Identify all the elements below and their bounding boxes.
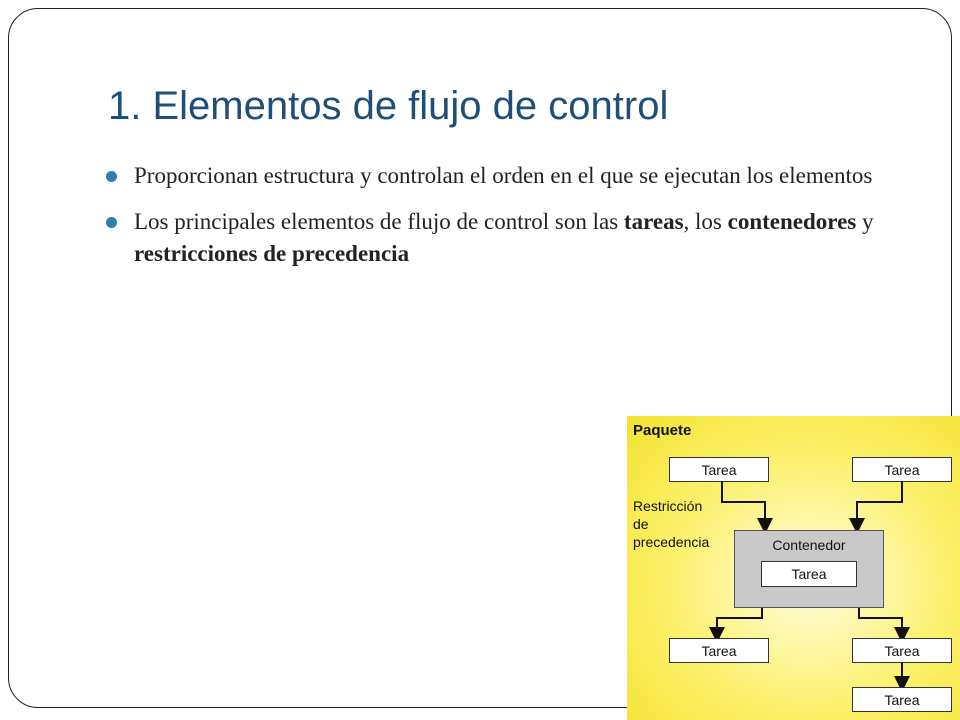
container-box — [734, 530, 884, 608]
bullet-list — [104, 160, 884, 284]
task-box-bottom-last: Tarea — [852, 687, 952, 712]
package-diagram — [627, 416, 960, 720]
bullet-text-1: Proporcionan estructura y controlan el orden en el que se ejecutan los elementos — [134, 163, 873, 188]
bullet-text-2a: Los principales elementos de flujo de control son las — [134, 209, 624, 234]
bullet-term-contenedores: contenedores — [727, 209, 857, 234]
task-box-inner: Tarea — [761, 561, 857, 587]
arrow-bottom-left — [717, 608, 762, 635]
arrow-top-right — [857, 482, 902, 526]
task-box-top-left: Tarea — [669, 457, 769, 482]
bullet-dot-icon — [106, 217, 117, 228]
bullet-term-tareas: tareas — [623, 209, 684, 234]
precedence-constraint-label: Restricción de precedencia — [633, 498, 710, 550]
task-box-bottom-left: Tarea — [669, 638, 769, 663]
slide-title: 1. Elementos de flujo de control — [108, 84, 669, 128]
package-title: Paquete — [633, 422, 692, 439]
bullet-dot-icon — [106, 171, 117, 182]
task-box-top-right: Tarea — [852, 457, 952, 482]
bullet-term-restricciones: restricciones de precedencia — [134, 241, 410, 266]
bullet-text-2c: y — [856, 209, 874, 234]
bullet-text-2b: , los — [683, 209, 728, 234]
container-label: Contenedor — [772, 537, 846, 553]
arrow-bottom-right — [859, 608, 902, 635]
bullet-item-1 — [104, 160, 884, 192]
task-box-bottom-right: Tarea — [852, 638, 952, 663]
bullet-item-2 — [104, 206, 884, 270]
